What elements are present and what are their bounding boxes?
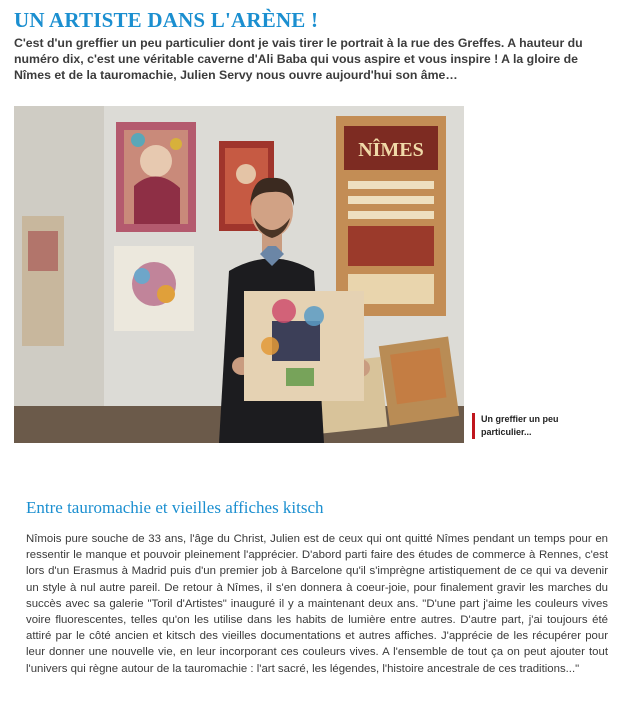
- poster-nimes-text: NÎMES: [358, 139, 424, 161]
- artist-photo: [14, 106, 464, 443]
- painting-bird: [114, 246, 194, 331]
- article-headline: UN ARTISTE DANS L'ARÈNE !: [14, 8, 319, 32]
- held-canvas: [244, 291, 364, 401]
- painting-nimes-poster: [336, 116, 446, 316]
- photo-caption: Un greffier un peu particulier...: [472, 413, 611, 439]
- article-lead: C'est d'un greffier un peu particulier dont je vais tirer le portrait à la rue des Greffes. A hauteur du numéro dix, c'est une véritable caverne d'Ali Baba qui vous aspire et vous inspire ! A la gloire de Nîmes et de la tauromachie, Julien Servy nous ouvre aujourd'hui son âme…: [14, 36, 583, 82]
- painting-geisha: [116, 122, 196, 232]
- article-body: Nîmois pure souche de 33 ans, l'âge du Christ, Julien est de ceux qui ont quitté Nîmes pendant un temps pour en ressentir le manque et pouvoir pleinement l'apprécier. D'abord parti faire des études de commerce à Rennes, c'est lors d'un Erasmus à Madrid puis d'un premier job à Barcelone qu'il s'imprègne artistiquement de ce qui va devenir un style à nul autre pareil. De retour à Nîmes, il s'en donnera à coeur-joie, pour finalement gravir les marches du succès avec sa galerie "Toril d'Artistes" inauguré il y a maintenant deux ans. "D'une part j'aime les couleurs vives voire fluorescentes, telles qu'on les utilise dans les habits de lumière entre autres. D'autre part, j'ai toujours été attiré par le côté ancien et kitsch des vieilles documentations et autres affiches. J'apprécie de les récupérer pour leur donner une nouvelle vie, en leur incorporant ces couleurs vives. A l'ensemble de tout ça on peut ajouter tout l'univers qui règne autour de la tauromachie : l'art sacré, les légendes, l'histoire ancestrale de ces traditions...": [26, 533, 608, 675]
- article-subheading: Entre tauromachie et vieilles affiches kitsch: [26, 498, 324, 517]
